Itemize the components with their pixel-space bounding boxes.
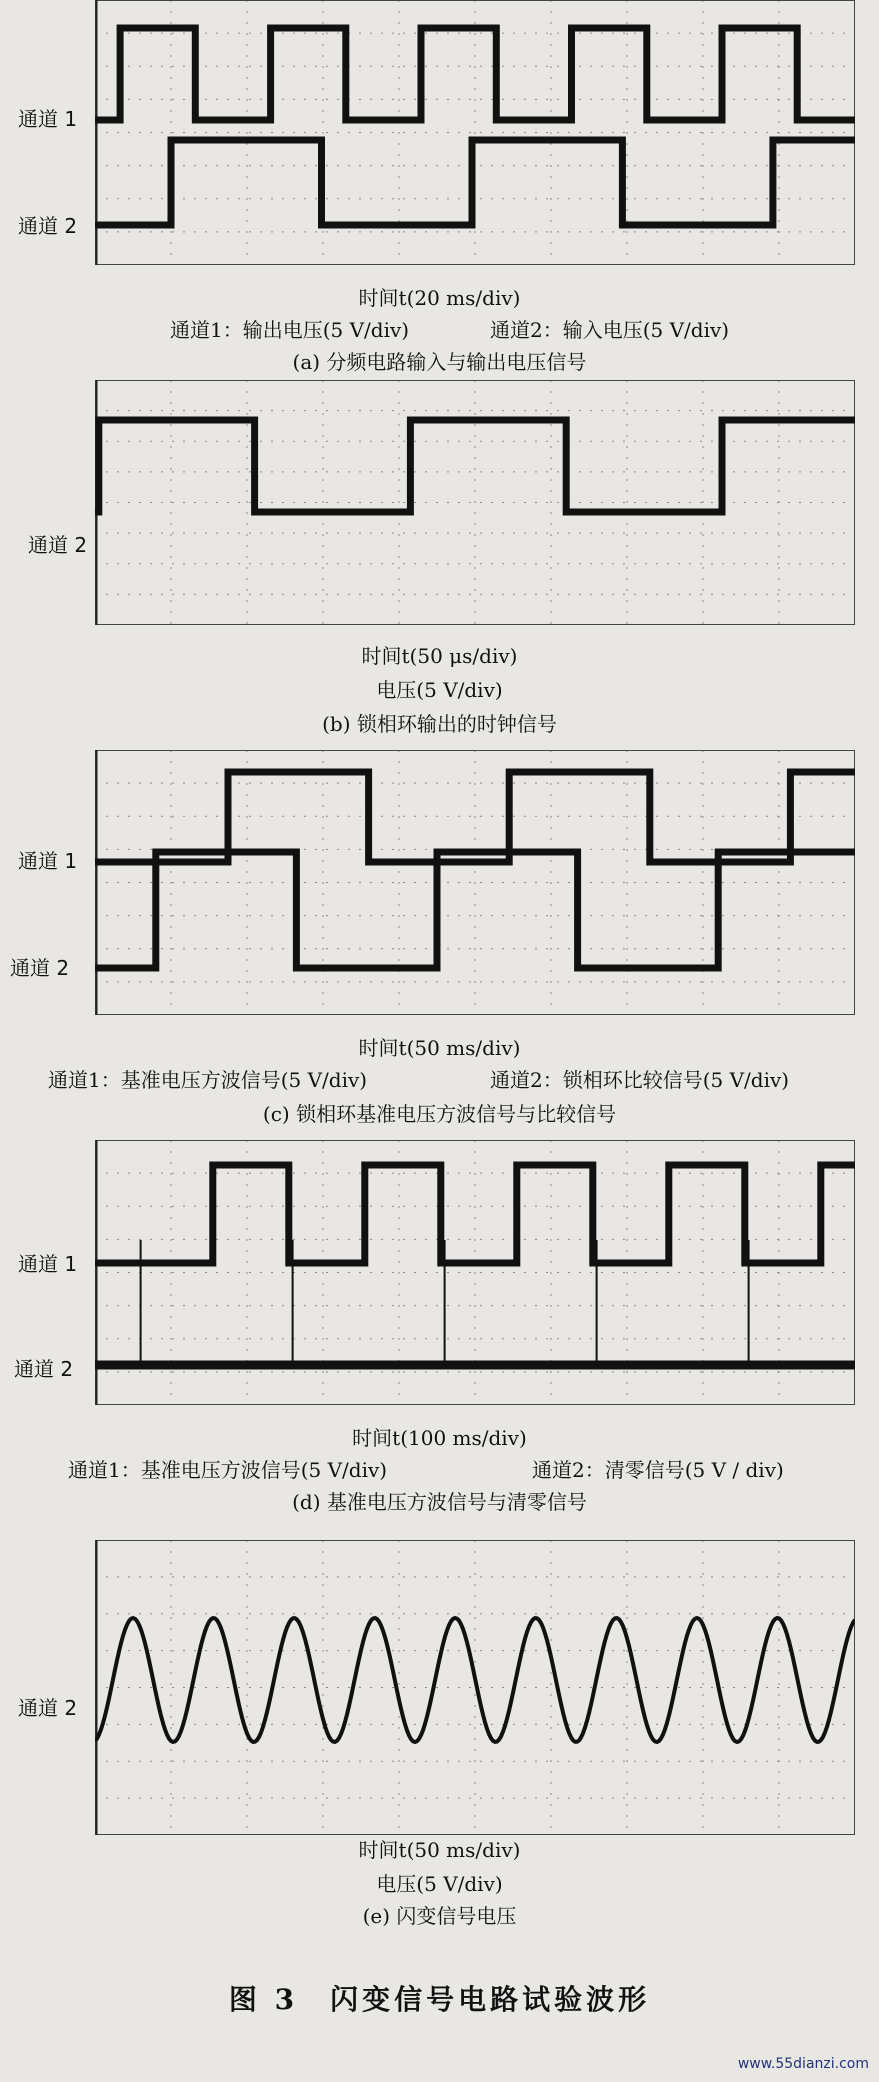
- voltage-scale: 电压(5 V/div): [376, 1872, 503, 1896]
- oscilloscope-screen: [95, 1540, 855, 1840]
- channel-2-scale: 通道2：输入电压(5 V/div): [490, 318, 730, 342]
- channel-1-label: 通道 1: [18, 107, 78, 131]
- subfigure-caption: (e) 闪变信号电压: [362, 1904, 517, 1928]
- x-axis-label: 时间t(100 ms/div): [352, 1426, 527, 1450]
- subfigure-caption: (d) 基准电压方波信号与清零信号: [292, 1490, 587, 1514]
- subfigure-caption: (c) 锁相环基准电压方波信号与比较信号: [262, 1102, 617, 1126]
- x-axis-label: 时间t(50 ms/div): [358, 1838, 521, 1862]
- series-trace-1: [95, 28, 855, 120]
- channel-2-label: 通道 2: [18, 214, 78, 238]
- channel-2-label: 通道 2: [28, 533, 88, 557]
- channel-2-scale: 通道2：锁相环比较信号(5 V/div): [490, 1068, 790, 1092]
- oscilloscope-screen: [95, 0, 855, 270]
- waveform-plot: [95, 380, 855, 630]
- channel-1-scale: 通道1：基准电压方波信号(5 V/div): [68, 1458, 388, 1482]
- figure-title: 图 3 闪变信号电路试验波形: [228, 1983, 651, 2016]
- x-axis-label: 时间t(50 μs/div): [361, 644, 518, 668]
- panel-e: [0, 1540, 879, 2082]
- graticule: [95, 750, 855, 1015]
- series-trace-2: [95, 140, 855, 225]
- channel-2-label: 通道 2: [10, 956, 70, 980]
- panel-c: [0, 750, 879, 1140]
- series-trace-1: [95, 1618, 855, 1742]
- channel-1-scale: 通道1：输出电压(5 V/div): [170, 318, 410, 342]
- channel-1-scale: 通道1：基准电压方波信号(5 V/div): [48, 1068, 368, 1092]
- waveform-plot: [95, 1140, 855, 1410]
- waveform-plot: [95, 1540, 855, 1840]
- watermark: www.55dianzi.com: [737, 2056, 869, 2072]
- x-axis-label: 时间t(50 ms/div): [358, 1036, 521, 1060]
- oscilloscope-screen: [95, 1140, 855, 1410]
- panel-d: [0, 1140, 879, 1540]
- waveform-plot: [95, 0, 855, 270]
- subfigure-caption: (a) 分频电路输入与输出电压信号: [292, 350, 587, 374]
- x-axis-label: 时间t(20 ms/div): [358, 286, 521, 310]
- series-trace-1: [95, 420, 855, 512]
- waveform-plot: [95, 750, 855, 1020]
- channel-1-label: 通道 1: [18, 849, 78, 873]
- channel-2-scale: 通道2：清零信号(5 V / div): [532, 1458, 784, 1482]
- channel-2-label: 通道 2: [18, 1696, 78, 1720]
- voltage-scale: 电压(5 V/div): [376, 678, 503, 702]
- subfigure-caption: (b) 锁相环输出的时钟信号: [322, 712, 557, 736]
- channel-1-label: 通道 1: [18, 1252, 78, 1276]
- oscilloscope-screen: [95, 750, 855, 1020]
- oscilloscope-screen: [95, 380, 855, 630]
- channel-2-label: 通道 2: [14, 1357, 74, 1381]
- series-trace-1: [95, 1165, 855, 1263]
- panel-a: [0, 0, 879, 380]
- series-trace-2: [95, 852, 855, 968]
- panel-b: [0, 380, 879, 750]
- series-trace-2: [141, 1240, 749, 1365]
